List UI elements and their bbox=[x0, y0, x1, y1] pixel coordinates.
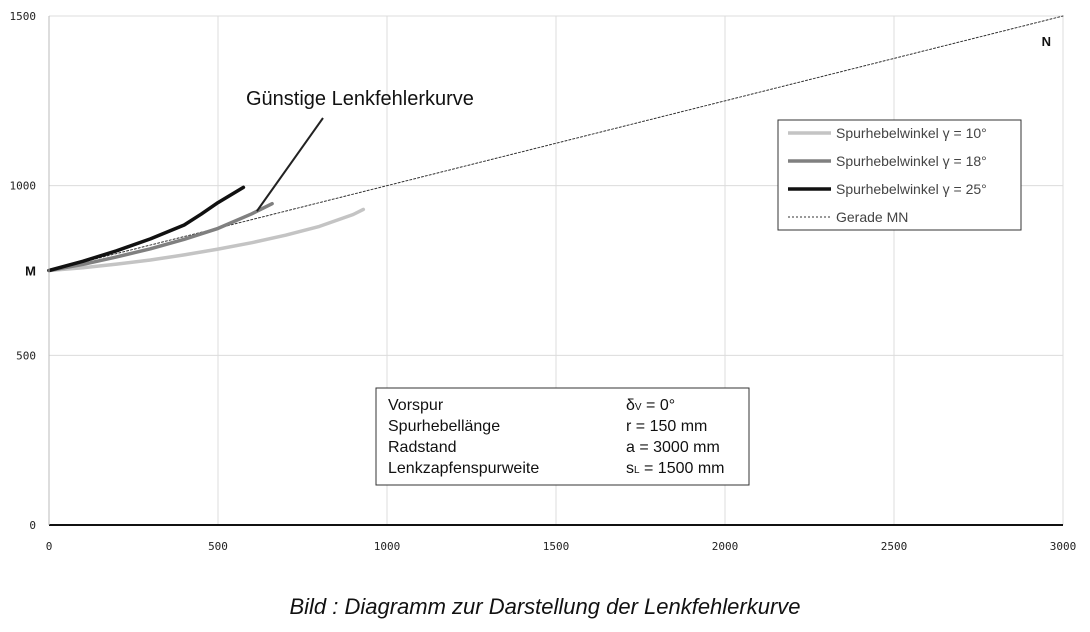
legend bbox=[778, 120, 1021, 230]
x-tick-label: 1000 bbox=[373, 540, 401, 553]
x-tick-label: 2000 bbox=[711, 540, 739, 553]
param-value-subscript: V bbox=[634, 402, 642, 413]
annotation-label: Günstige Lenkfehlerkurve bbox=[246, 88, 474, 110]
legend-label: Gerade MN bbox=[836, 209, 909, 225]
y-tick-label: 0 bbox=[29, 519, 36, 532]
param-label: Spurhebellänge bbox=[388, 418, 501, 435]
legend-label: Spurhebelwinkel γ = 10° bbox=[836, 125, 987, 141]
point-label: M bbox=[25, 263, 36, 279]
x-tick-label: 0 bbox=[45, 540, 53, 553]
legend-label: Spurhebelwinkel γ = 18° bbox=[836, 153, 987, 169]
x-tick-label: 2500 bbox=[880, 540, 908, 553]
y-tick-label: 500 bbox=[16, 349, 36, 363]
param-value: sL = 1500 mm bbox=[626, 460, 725, 477]
legend-label: Spurhebelwinkel γ = 25° bbox=[836, 181, 987, 197]
param-value: δV = 0° bbox=[626, 397, 676, 414]
y-tick-label: 1500 bbox=[9, 10, 36, 23]
param-label: Radstand bbox=[388, 439, 457, 456]
x-tick-label: 500 bbox=[208, 540, 228, 553]
parameter-box bbox=[376, 388, 749, 485]
x-tick-label: 1500 bbox=[542, 540, 570, 553]
y-tick-label: 1000 bbox=[9, 179, 36, 193]
param-value: r = 150 mm bbox=[626, 418, 708, 435]
param-value: a = 3000 mm bbox=[626, 439, 720, 456]
param-label: Lenkzapfenspurweite bbox=[388, 460, 540, 477]
x-tick-label: 3000 bbox=[1049, 540, 1077, 553]
point-label: N bbox=[1041, 34, 1051, 49]
param-value-subscript: L bbox=[634, 465, 640, 476]
figure-caption: Bild : Diagramm zur Darstellung der Lenkfehlerkurve bbox=[289, 594, 801, 619]
annotation-pointer bbox=[257, 118, 323, 211]
param-label: Vorspur bbox=[388, 397, 444, 414]
